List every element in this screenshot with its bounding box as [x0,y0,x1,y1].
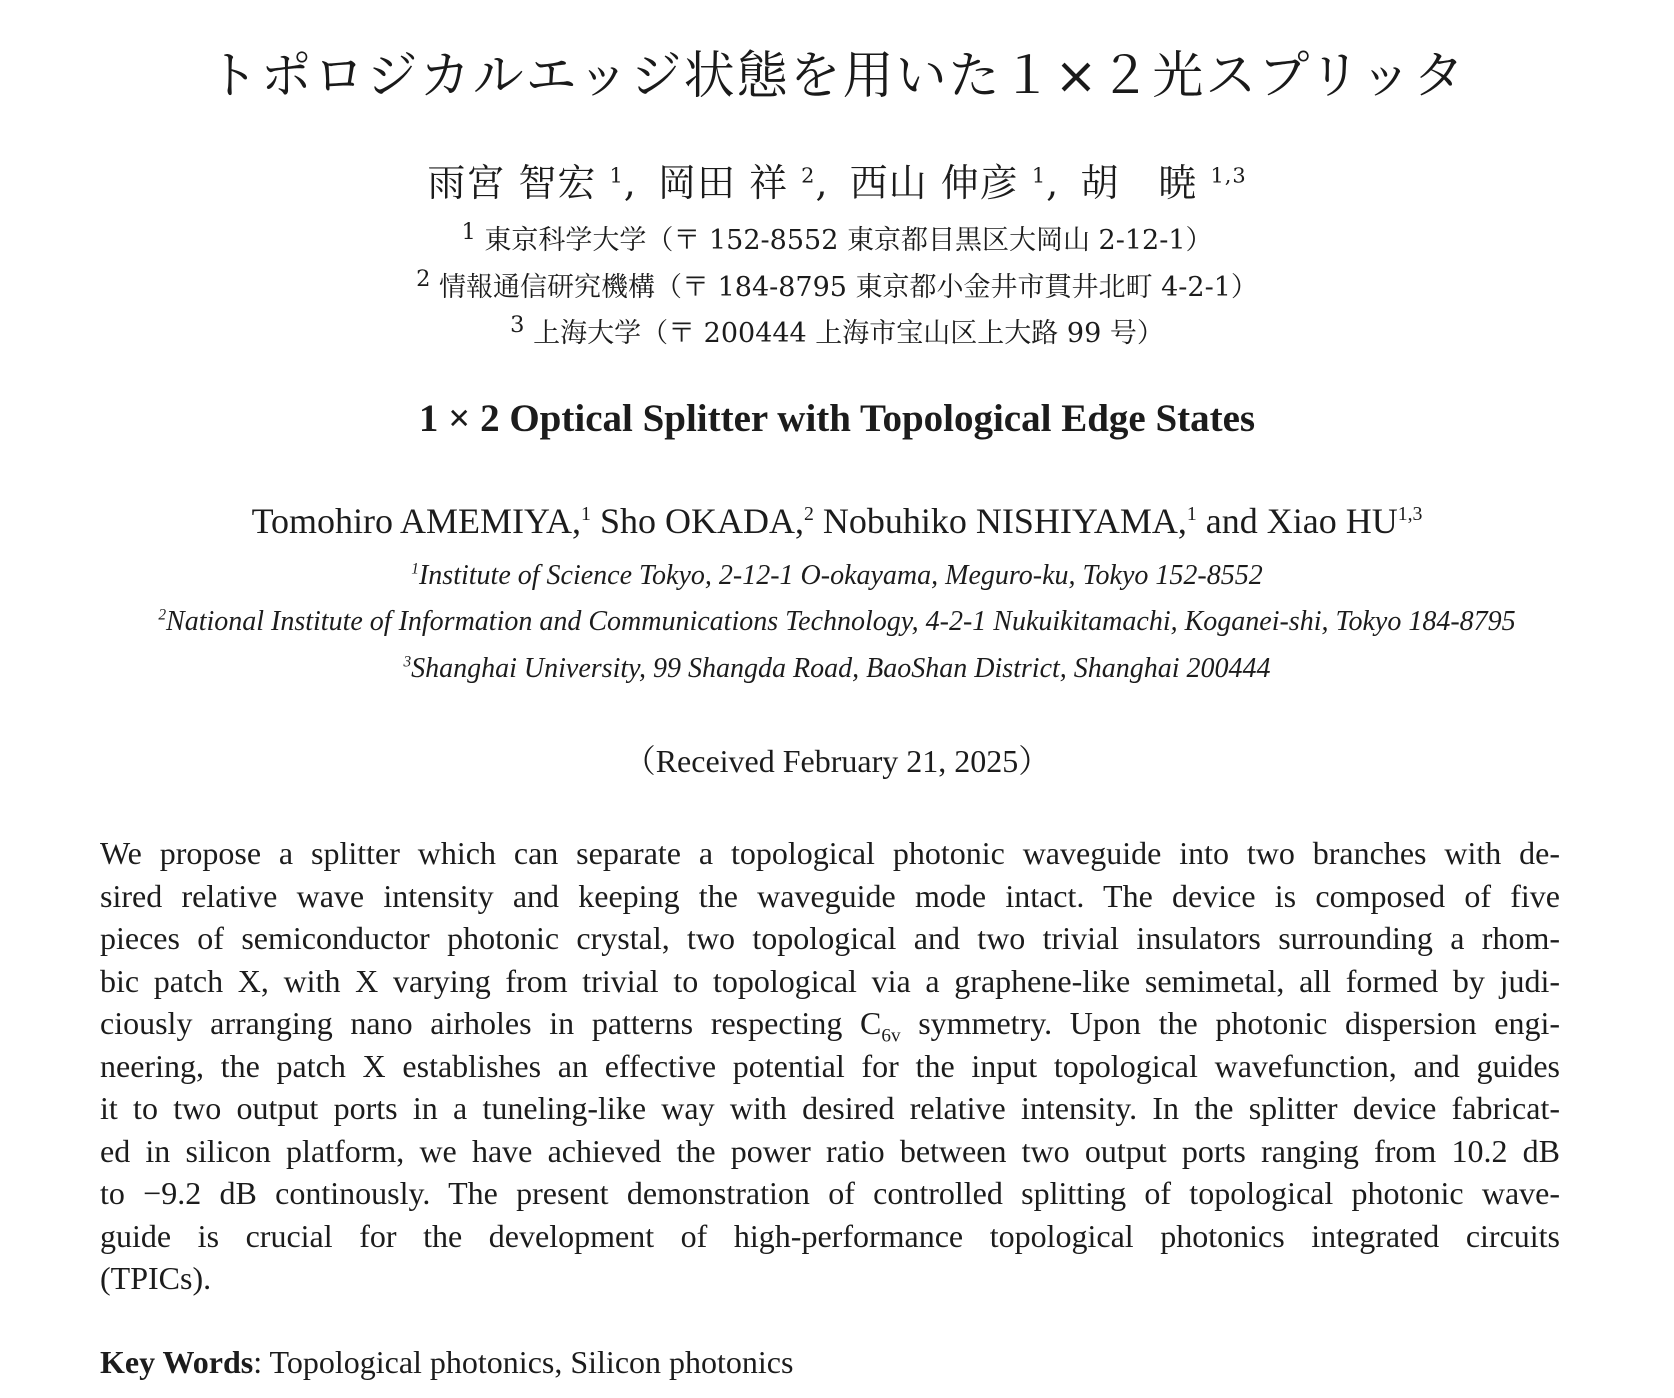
abstract-line: neering, the patch X establishes an effective potential for the input topological wavefunction, and guides [100,1047,1560,1084]
japanese-title: トポロジカルエッジ状態を用いた１×２光スプリッタ [207,47,1467,106]
en-author: Nobuhiko NISHIYAMA,$^1$ [822,501,1197,541]
en-affiliation: $^1$Institute of Science Tokyo, 2-12-1 O-okayama, Meguro-ku, Tokyo 152-8552 [411,560,1263,591]
keywords-label: Key Words [100,1344,254,1380]
keywords-text: : Topological photonics, Silicon photonics [253,1344,794,1380]
abstract-line: guide is crucial for the development of high-performance topological photonics integrated circuits [100,1217,1560,1254]
keywords [100,1344,793,1381]
abstract-line: bic patch X, with X varying from trivial to topological via a graphene-like semimetal, all formed by judi- [100,962,1560,999]
abstract-line: We propose a splitter which can separate a topological photonic waveguide into two branches with de- [100,835,1560,871]
received-date: （Received February 21, 2025） [623,743,1051,779]
english-title: 1 × 2 Optical Splitter with Topological Edge States [418,397,1256,440]
jp-author: 西山 伸彦 $^1$, [849,161,1060,205]
abstract-line: pieces of semiconductor photonic crystal, two topological and two trivial insulators surrounding a rhom- [100,920,1560,956]
english-authors [0,500,1674,542]
en-author: Tomohiro AMEMIYA,$^1$ [251,501,591,541]
abstract-line: (TPICs). [100,1260,212,1296]
jp-author: 岡田 祥 $^2$, [657,161,829,205]
jp-affiliation: $^2$ 情報通信研究機構（〒 184-8795 東京都小金井市貫井北町 4-2-1） [416,266,1258,303]
en-affiliation: $^3$Shanghai University, 99 Shangda Road, BaoShan District, Shanghai 200444 [403,653,1271,684]
jp-affiliation: $^3$ 上海大学（〒 200444 上海市宝山区上大路 99 号） [510,312,1164,349]
abstract [100,832,1560,1300]
jp-affiliation: $^1$ 東京科学大学（〒 152-8552 東京都目黒区大岡山 2-12-1） [461,219,1213,256]
en-author: Sho OKADA,$^2$ [599,501,814,541]
en-affiliation: $^2$National Institute of Information and Communications Technology, 4-2-1 Nukuikitamachi, Koganei-shi, Tokyo 184-8795 [158,606,1516,637]
abstract-line: sired relative wave intensity and keeping the waveguide mode intact. The device is composed of five [100,877,1560,914]
jp-author: 胡 暁 $^{1,3}$ [1080,161,1247,205]
jp-author: 雨宮 智宏 $^1$, [427,161,637,205]
abstract-line: to −9.2 dB continously. The present demonstration of controlled splitting of topological photonic wave- [100,1175,1560,1211]
abstract-line: ciously arranging nano airholes in patterns respecting $C_{6v}$ symmetry. Upon the photonic dispersion engi- [100,1005,1561,1047]
japanese-authors [0,152,1674,207]
abstract-line: ed in silicon platform, we have achieved the power ratio between two output ports ranging from 10.2 dB [100,1132,1560,1169]
abstract-line: it to two output ports in a tuneling-like way with desired relative intensity. In the splitter device fabricat- [100,1090,1560,1126]
en-author: and Xiao HU$^{1,3}$ [1205,501,1423,541]
